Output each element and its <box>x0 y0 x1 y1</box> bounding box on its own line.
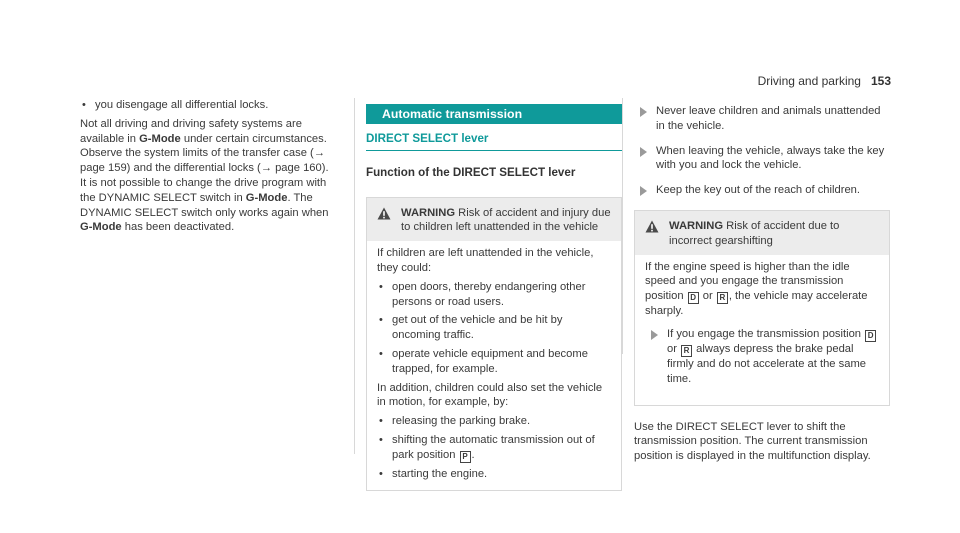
list-item: • operate vehicle equipment and become trapped, for example. <box>377 347 611 377</box>
drive-key-symbol: D <box>865 330 876 342</box>
list-item: • starting the engine. <box>377 467 611 482</box>
reverse-key-symbol: R <box>717 292 728 304</box>
warning-label: WARNING <box>669 219 724 232</box>
mode-name: G-Mode <box>139 132 181 145</box>
drive-key-symbol: D <box>688 292 699 304</box>
section-name: Driving and parking <box>757 74 861 88</box>
warning-box <box>366 197 622 491</box>
warning-body <box>635 255 889 405</box>
warning-header <box>367 198 621 242</box>
paragraph: Not all driving and driving safety systems are available in G-Mode under certain circumstances. Observe the system limits of the transfer case (→ page 159) and the differential locks (→ page 160). <box>80 117 329 175</box>
paragraph: It is not possible to change the drive program with the DYNAMIC SELECT switch in G-Mode. The DYNAMIC SELECT switch only works again when G-Mode has been deactivated. <box>80 176 329 234</box>
warning-icon <box>645 220 659 238</box>
page-header <box>758 74 891 89</box>
instruction-step: Keep the key out of the reach of children. <box>634 183 890 198</box>
column-divider <box>354 98 355 454</box>
arrow-icon <box>640 186 647 196</box>
subheading: DIRECT SELECT lever <box>366 132 622 151</box>
list-item: • get out of the vehicle and be hit by oncoming traffic. <box>377 313 611 343</box>
list-item: • you disengage all differential locks. <box>80 98 342 113</box>
park-key-symbol: P <box>460 451 471 463</box>
warning-icon <box>377 207 391 225</box>
paragraph: Use the DIRECT SELECT lever to shift the transmission position. The current transmission position is displayed in the multifunction display. <box>634 420 871 463</box>
list-item: • shifting the automatic transmission out of park position P . <box>377 433 611 463</box>
instruction-step: If you engage the transmission position D or R always depress the brake pedal firmly and do not accelerate at the same time. <box>645 327 879 387</box>
column-2 <box>366 104 622 491</box>
page-number: 153 <box>870 74 891 88</box>
column-1 <box>80 98 342 235</box>
warning-text: If the engine speed is higher than the idle speed and you engage the transmission position D or R , the vehicle may accelerate sharply. <box>645 260 868 318</box>
mode-name: G-Mode <box>80 221 122 234</box>
warning-intro: In addition, children could also set the vehicle in motion, for example, by: <box>377 381 603 409</box>
mode-name: G-Mode <box>245 191 288 204</box>
instruction-step: When leaving the vehicle, always take the key with you and lock the vehicle. <box>634 144 890 174</box>
section-title: Automatic transmission <box>366 104 622 124</box>
warning-header <box>635 211 889 255</box>
warning-label: WARNING <box>401 206 456 219</box>
warning-intro: If children are left unattended in the vehicle, they could: <box>377 247 594 274</box>
list-item: • releasing the parking brake. <box>377 414 611 429</box>
column-3 <box>634 104 890 464</box>
heading: Function of the DIRECT SELECT lever <box>366 165 576 179</box>
column-divider <box>622 98 623 354</box>
list-item: • open doors, thereby endangering other persons or road users. <box>377 280 611 310</box>
instruction-step: Never leave children and animals unattended in the vehicle. <box>634 104 890 134</box>
warning-body <box>367 241 621 489</box>
arrow-icon <box>640 107 647 117</box>
warning-title: Risk of accident and injury due to children left unattended in the vehicle <box>401 206 611 234</box>
arrow-icon <box>651 330 658 340</box>
reverse-key-symbol: R <box>681 345 692 357</box>
warning-box <box>634 210 890 406</box>
arrow-icon <box>640 147 647 157</box>
warning-title: Risk of accident due to incorrect gearshifting <box>669 219 840 247</box>
